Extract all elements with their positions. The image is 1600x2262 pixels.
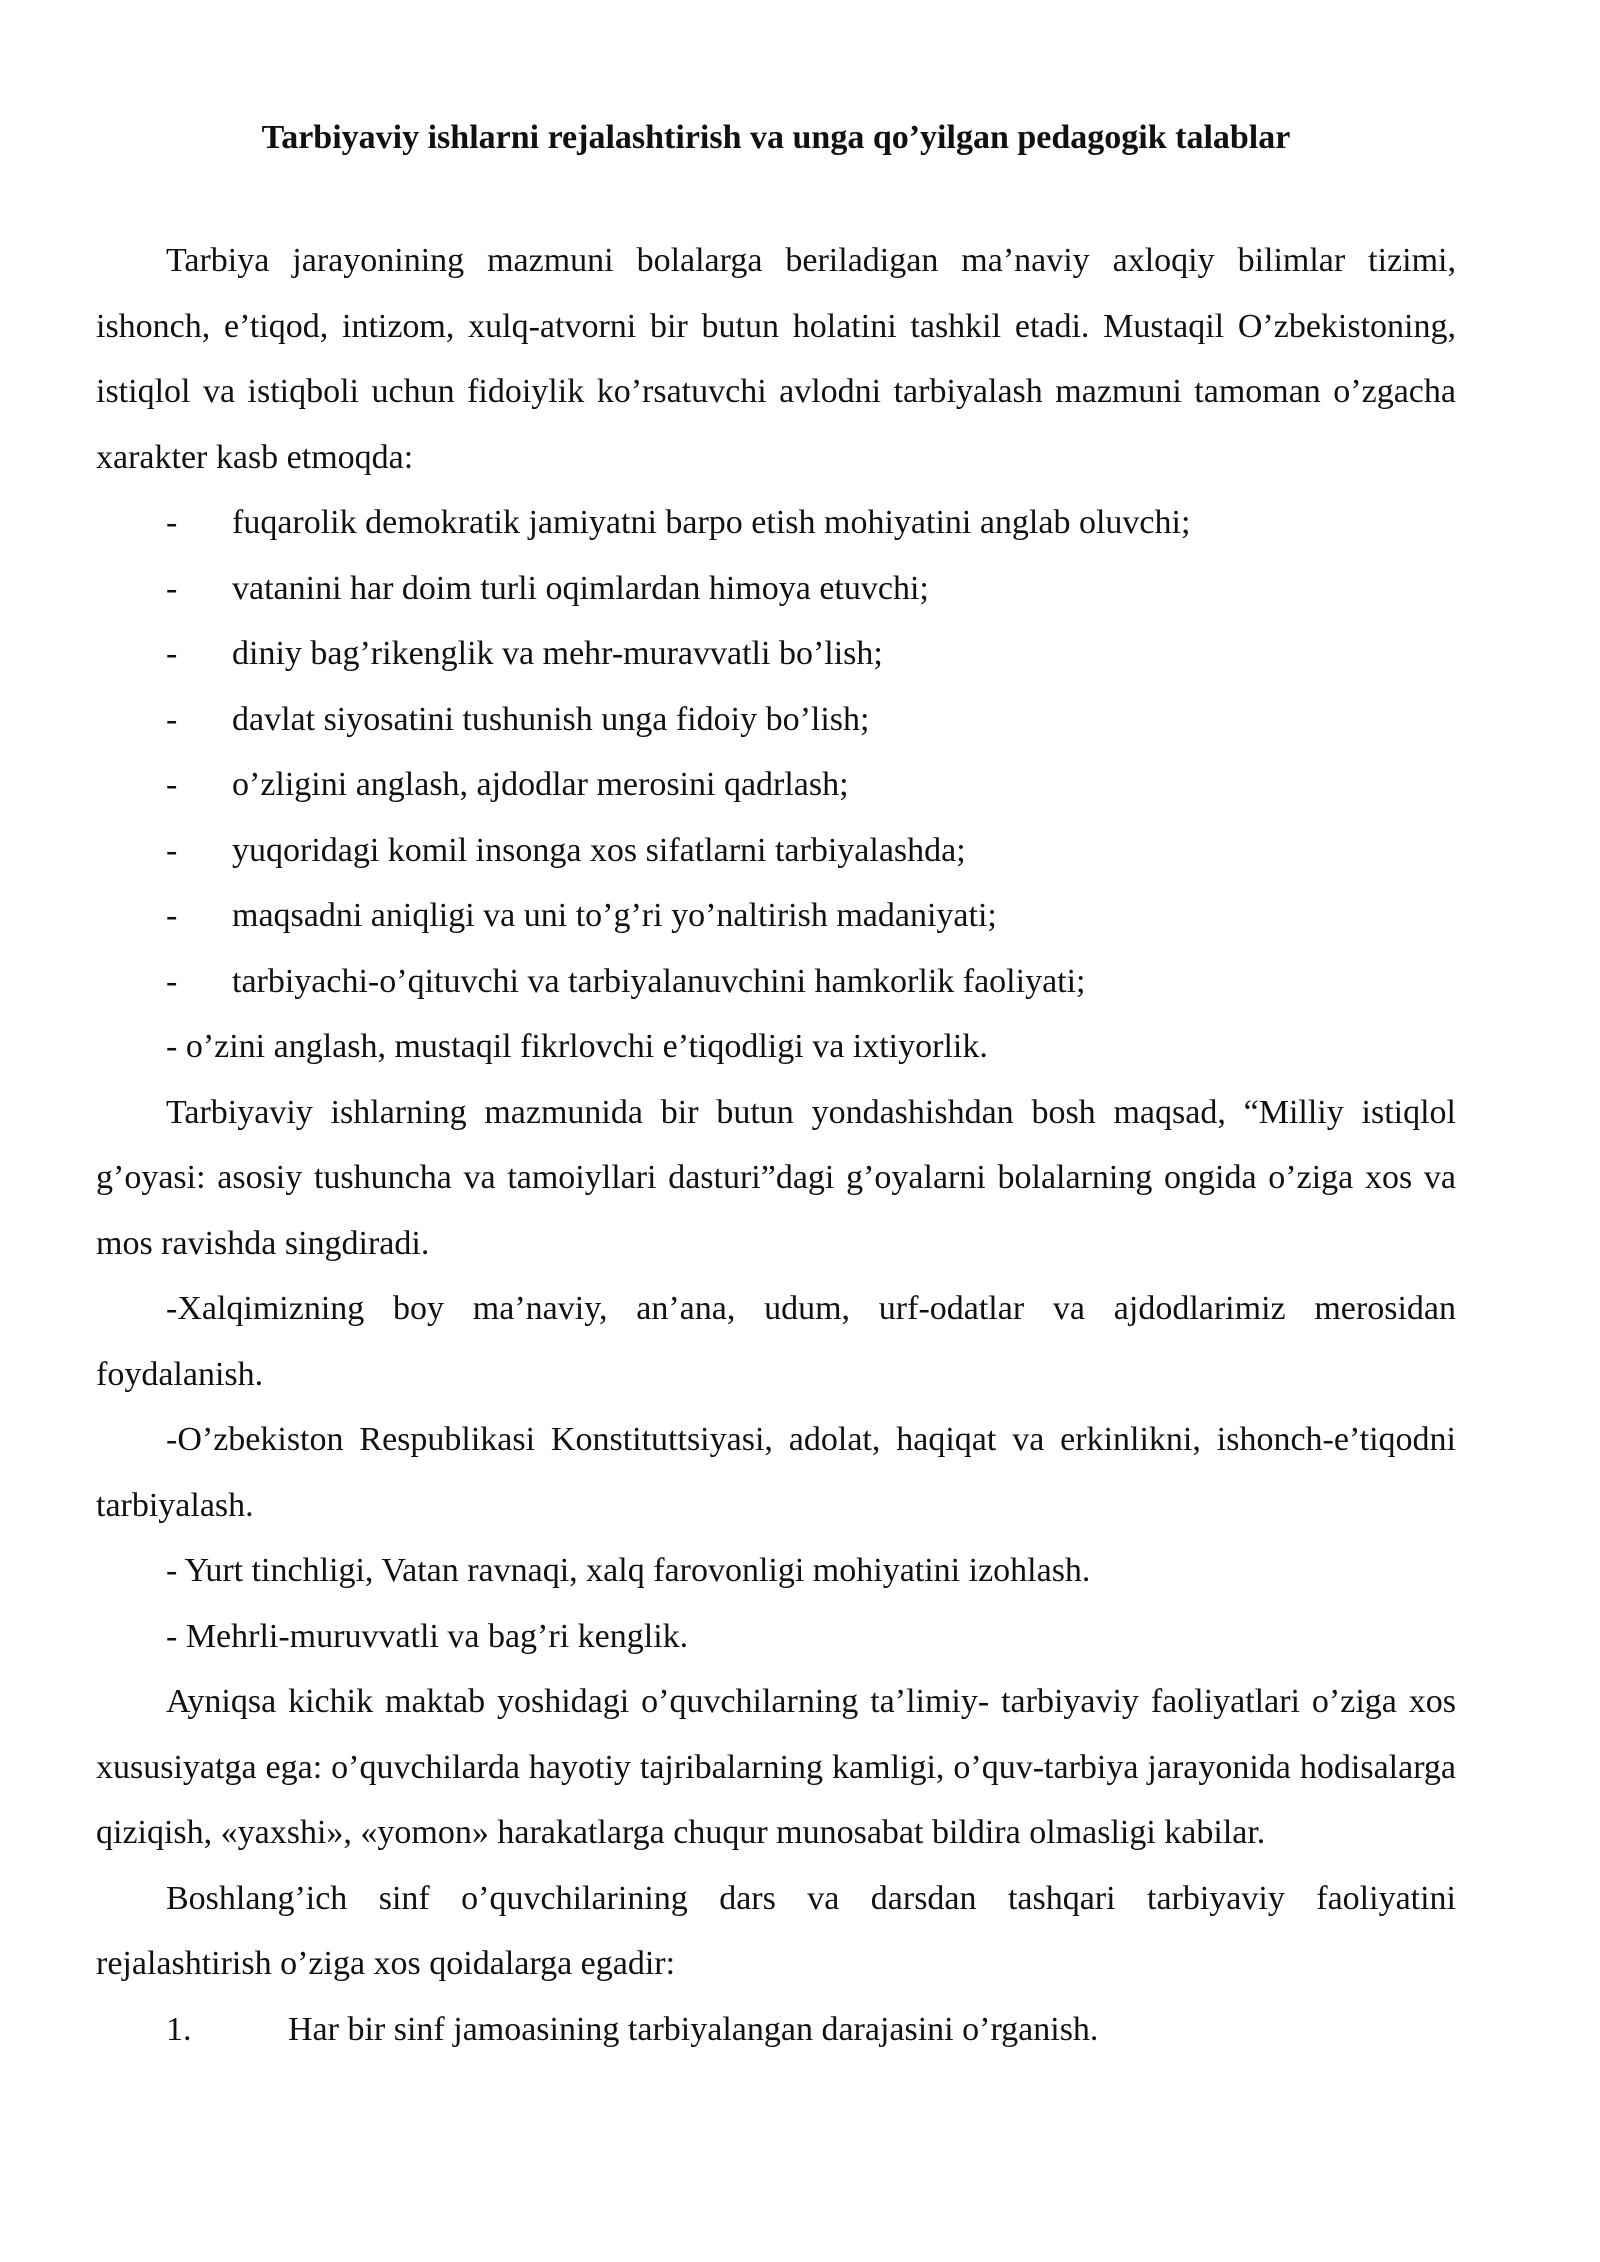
mehr-line: - Mehrli-muruvvatli va bag’ri kenglik. (166, 1617, 689, 1655)
ayniqsa-paragraph: Ayniqsa kichik maktab yoshidagi o’quvchilarning ta’limiy- tarbiyaviy faoliyatlari o’ziga xos xususiyatga ega: o’quvchilarda hayotiy tajribalarning kamligi, o’quv-tarbiya jarayonida hodisalarga qiziqish, «yaxshi», «yomon» harakatlarga chuqur munosabat bildira olmasligi kabilar. (96, 1683, 1456, 1851)
list-item (96, 490, 1456, 556)
document-page (96, 112, 1456, 2062)
list-item-text: o’zligini anglash, ajdodlar merosini qadrlash; (232, 766, 849, 803)
list-item (96, 621, 1456, 687)
bullet-mark: - (166, 831, 178, 869)
intro-paragraph: Tarbiya jarayonining mazmuni bolalarga beriladigan ma’naviy axloqiy bilimlar tizimi, ishonch, e’tiqod, intizom, xulq-atvorni bir butun holatini tashkil etadi. Mustaqil O’zbekistoning, istiqlol va istiqboli uchun fidoiylik ko’rsatuvchi avlodni tarbiyalash mazmuni tamoman o’zgacha xarakter kasb etmoqda: (96, 242, 1456, 476)
yurt-line: - Yurt tinchligi, Vatan ravnaqi, xalq farovonligi mohiyatini izohlash. (166, 1552, 1091, 1589)
list-item (96, 752, 1456, 818)
self-awareness-line: - o’zini anglash, mustaqil fikrlovchi e’tiqodligi va ixtiyorlik. (166, 1028, 988, 1065)
bullet-mark: - (166, 897, 178, 934)
list-item (96, 556, 1456, 622)
numbered-item-text: Har bir sinf jamoasining tarbiyalangan darajasini o’rganish. (288, 2010, 1099, 2048)
list-item-text: yuqoridagi komil insonga xos sifatlarni tarbiyalashda; (232, 831, 966, 869)
list-item-text: fuqarolik demokratik jamiyatni barpo etish mohiyatini anglab oluvchi; (232, 504, 1191, 541)
list-item-text: davlat siyosatini tushunish unga fidoiy bo’lish; (232, 700, 870, 738)
number-mark: 1. (166, 2010, 192, 2048)
bullet-mark: - (166, 962, 178, 1000)
document-title: Tarbiyaviy ishlarni rejalashtirish va unga qo’yilgan pedagogik talablar (261, 119, 1291, 156)
xalq-paragraph: -Xalqimizning boy ma’naviy, an’ana, udum, urf-odatlar va ajdodlarimiz merosidan foydalanish. (96, 1290, 1456, 1393)
list-item (96, 818, 1456, 884)
bullet-mark: - (166, 569, 178, 607)
milliy-paragraph: Tarbiyaviy ishlarning mazmunida bir butun yondashishdan bosh maqsad, “Milliy istiqlol g’oyasi: asosiy tushuncha va tamoiyllari dasturi”dagi g’oyalarni bolalarning ongida o’ziga xos va mos ravishda singdiradi. (96, 1093, 1456, 1262)
list-item (96, 687, 1456, 753)
document-body (96, 228, 1456, 2062)
konstitutsiya-paragraph: -O’zbekiston Respublikasi Konstituttsiyasi, adolat, haqiqat va erkinlikni, ishonch-e’tiqodni tarbiyalash. (96, 1421, 1456, 1524)
bullet-list (96, 490, 1456, 1014)
list-item (96, 949, 1456, 1015)
bullet-mark: - (166, 700, 178, 738)
list-item (96, 883, 1456, 949)
numbered-list (96, 1997, 1456, 2063)
list-item-text: diniy bag’rikenglik va mehr-muravvatli bo’lish; (232, 635, 883, 672)
list-item-text: tarbiyachi-o’qituvchi va tarbiyalanuvchini hamkorlik faoliyati; (232, 962, 1086, 1000)
list-item-text: maqsadni aniqligi va uni to’g’ri yo’naltirish madaniyati; (232, 897, 997, 934)
bullet-mark: - (166, 504, 178, 541)
boshlang-paragraph: Boshlang’ich sinf o’quvchilarining dars va darsdan tashqari tarbiyaviy faoliyatini rejalashtirish o’ziga xos qoidalarga egadir: (96, 1879, 1456, 1982)
list-item-text: vatanini har doim turli oqimlardan himoya etuvchi; (232, 569, 929, 607)
numbered-item (96, 1997, 1456, 2063)
bullet-mark: - (166, 635, 178, 672)
bullet-mark: - (166, 766, 178, 803)
